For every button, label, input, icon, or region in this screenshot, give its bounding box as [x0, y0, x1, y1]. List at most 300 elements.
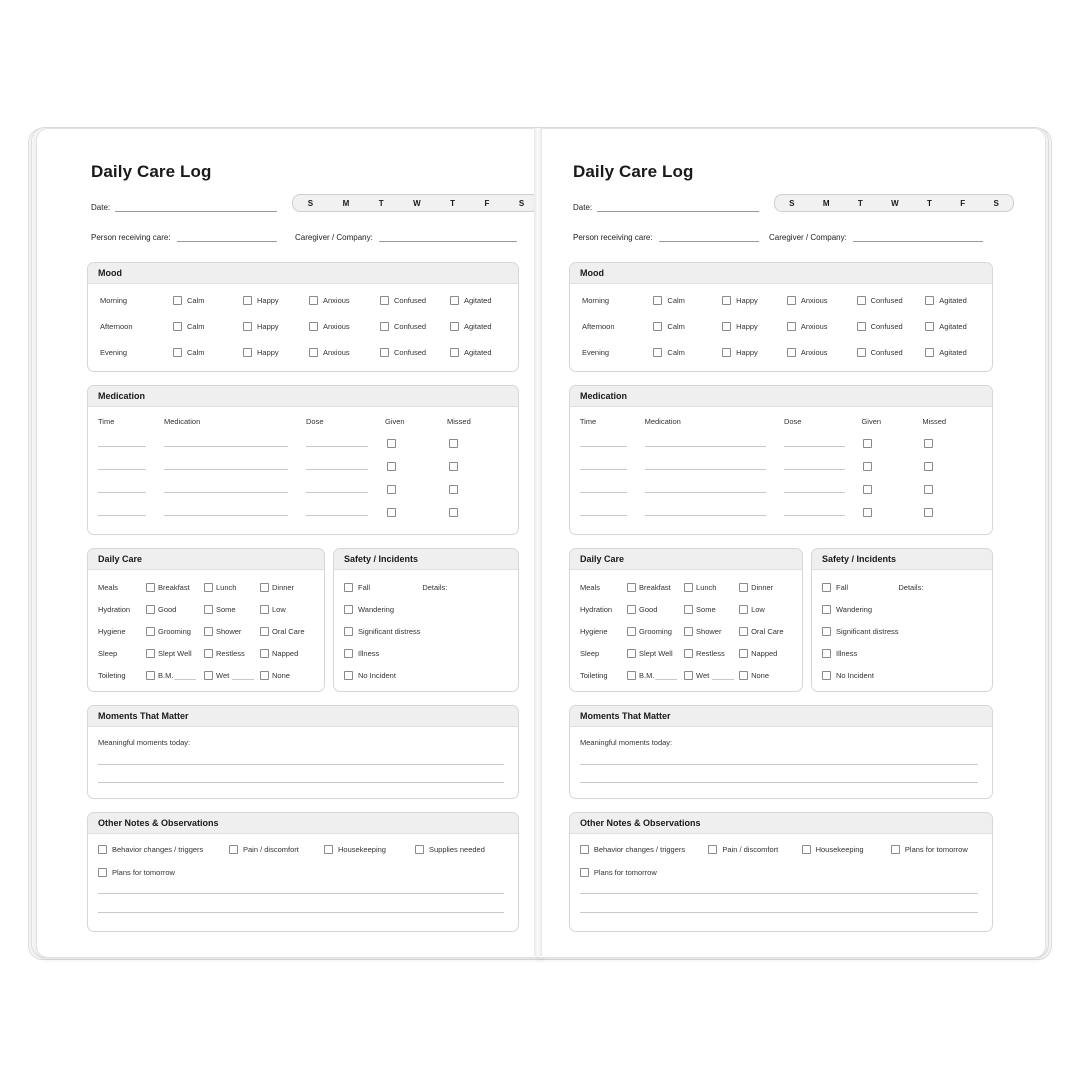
weekday-2[interactable]: T [378, 198, 384, 208]
mood-option-label: Confused [870, 296, 903, 305]
wet-fill-line[interactable] [712, 679, 734, 680]
mood-option-label: Happy [736, 322, 758, 331]
medication-entry-line[interactable] [164, 492, 288, 493]
date-field[interactable] [115, 211, 277, 212]
mood-option-label: Agitated [464, 296, 492, 305]
daily-care-checkbox[interactable] [260, 583, 269, 592]
mood-option-label: Calm [667, 296, 685, 305]
mood-option-label: Agitated [939, 348, 967, 357]
weekday-3[interactable]: W [413, 198, 421, 208]
daily-care-row-label: Meals [580, 583, 601, 592]
daily-care-option-label: Breakfast [158, 583, 190, 592]
person-label: Person receiving care: [573, 233, 653, 242]
daily-care-section [569, 548, 803, 692]
notes-option-label: Housekeeping [338, 845, 386, 854]
mood-option-label: Anxious [323, 348, 350, 357]
daily-care-option-label: Slept Well [639, 649, 673, 658]
missed-checkbox[interactable] [449, 439, 458, 448]
mood-option-label: Anxious [800, 348, 828, 357]
safety-details-label: Details: [422, 583, 448, 592]
missed-checkbox[interactable] [449, 508, 458, 517]
medication-entry-line[interactable] [98, 492, 146, 493]
daily-care-row-label: Hygiene [98, 627, 126, 636]
mood-option-label: Happy [736, 296, 758, 305]
given-checkbox[interactable] [863, 508, 872, 517]
left-page [36, 128, 544, 958]
mood-checkbox-agitated[interactable] [450, 322, 459, 331]
daily-care-option-label: Restless [216, 649, 245, 658]
daily-care-option-label: Restless [696, 649, 725, 658]
medication-column-time: Time [98, 417, 115, 426]
caregiver-label: Caregiver / Company: [295, 233, 373, 242]
notes-checkbox[interactable] [98, 845, 107, 854]
mood-option-label: Confused [394, 348, 427, 357]
mood-option-label: Calm [187, 348, 205, 357]
mood-checkbox-calm[interactable] [653, 296, 662, 305]
daily-care-checkbox[interactable] [627, 649, 636, 658]
daily-care-option-label: Slept Well [158, 649, 192, 658]
mood-option-label: Agitated [939, 296, 967, 305]
mood-checkbox-anxious[interactable] [787, 348, 796, 357]
daily-care-option-label: Lunch [216, 583, 237, 592]
mood-checkbox-agitated[interactable] [925, 322, 934, 331]
mood-option-label: Agitated [464, 348, 492, 357]
safety-header: Safety / Incidents [334, 549, 518, 570]
notes-option-label: Pain / discomfort [243, 845, 299, 854]
medication-column-given: Given [861, 417, 882, 426]
daily-care-row-label: Sleep [580, 649, 600, 658]
notes-line[interactable] [580, 893, 978, 894]
right-page [538, 128, 1046, 958]
daily-care-row-label: Meals [98, 583, 119, 592]
daily-care-option-label: Shower [216, 627, 242, 636]
mood-row-label: Afternoon [582, 322, 615, 331]
weekday-selector [292, 194, 540, 212]
safety-option-label: Fall [836, 583, 849, 592]
mood-row-label: Evening [582, 348, 610, 357]
medication-entry-line[interactable] [580, 492, 627, 493]
medication-column-medication: Medication [644, 417, 681, 426]
mood-checkbox-confused[interactable] [857, 322, 866, 331]
medication-entry-line[interactable] [164, 515, 288, 516]
medication-entry-line[interactable] [306, 446, 368, 447]
medication-entry-line[interactable] [645, 446, 767, 447]
safety-checkbox[interactable] [822, 583, 831, 592]
mood-option-label: Calm [667, 322, 685, 331]
daily-care-option-label: Napped [272, 649, 299, 658]
page-title: Daily Care Log [91, 162, 212, 181]
mood-option-label: Calm [667, 348, 685, 357]
missed-checkbox[interactable] [924, 462, 933, 471]
mood-checkbox-happy[interactable] [722, 322, 731, 331]
daily-care-checkbox[interactable] [146, 671, 155, 680]
medication-header: Medication [570, 386, 992, 407]
safety-option-label: Wandering [836, 605, 872, 614]
mood-checkbox-anxious[interactable] [309, 322, 318, 331]
medication-column-missed: Missed [447, 417, 471, 426]
safety-checkbox[interactable] [344, 605, 353, 614]
safety-section [333, 548, 519, 692]
mood-option-label: Calm [187, 322, 205, 331]
mood-checkbox-happy[interactable] [722, 348, 731, 357]
notes-checkbox[interactable] [891, 845, 900, 854]
notes-line[interactable] [98, 893, 504, 894]
medication-column-time: Time [579, 417, 597, 426]
medication-column-dose: Dose [306, 417, 324, 426]
mood-option-label: Confused [870, 322, 903, 331]
moments-line[interactable] [98, 782, 504, 783]
mood-checkbox-anxious[interactable] [787, 296, 796, 305]
daily-care-option-label: Dinner [751, 583, 774, 592]
notes-option-label: Housekeeping [815, 845, 864, 854]
person-label: Person receiving care: [91, 233, 171, 242]
given-checkbox[interactable] [863, 439, 872, 448]
mood-checkbox-calm[interactable] [173, 348, 182, 357]
medication-entry-line[interactable] [645, 469, 767, 470]
daily-care-checkbox[interactable] [627, 605, 636, 614]
notes-checkbox[interactable] [98, 868, 107, 877]
mood-row-label: Evening [100, 348, 128, 357]
medication-section [569, 385, 993, 535]
daily-care-row-label: Sleep [98, 649, 118, 658]
notes-option-label: Plans for tomorrow [112, 868, 175, 877]
daily-care-section [87, 548, 325, 692]
mood-checkbox-confused[interactable] [380, 322, 389, 331]
moments-section [87, 705, 519, 799]
weekday-0[interactable]: S [307, 198, 314, 208]
moments-section [569, 705, 993, 799]
mood-checkbox-calm[interactable] [173, 322, 182, 331]
notes-header: Other Notes & Observations [88, 813, 518, 834]
safety-option-label: Wandering [358, 605, 394, 614]
daily-care-checkbox[interactable] [684, 583, 693, 592]
safety-checkbox[interactable] [822, 649, 831, 658]
mood-checkbox-agitated[interactable] [450, 296, 459, 305]
notes-checkbox[interactable] [580, 868, 589, 877]
moments-line[interactable] [98, 764, 504, 765]
mood-option-label: Anxious [800, 296, 828, 305]
medication-entry-line[interactable] [580, 515, 627, 516]
daily-care-checkbox[interactable] [684, 671, 693, 680]
medication-entry-line[interactable] [580, 469, 627, 470]
safety-checkbox[interactable] [344, 671, 353, 680]
safety-section [811, 548, 993, 692]
daily-care-option-label: Good [158, 605, 177, 614]
notes-line[interactable] [580, 912, 978, 913]
weekday-5[interactable]: F [960, 198, 966, 208]
weekday-selector [774, 194, 1014, 212]
notes-checkbox[interactable] [580, 845, 589, 854]
notes-section [569, 812, 993, 932]
medication-entry-line[interactable] [98, 446, 146, 447]
notes-option-label: Behavior changes / triggers [593, 845, 686, 854]
medication-column-missed: Missed [922, 417, 947, 426]
daily-care-row-label: Toileting [98, 671, 126, 680]
caregiver-field[interactable] [853, 241, 983, 242]
safety-option-label: Fall [358, 583, 371, 592]
mood-checkbox-agitated[interactable] [450, 348, 459, 357]
safety-checkbox[interactable] [344, 627, 353, 636]
notes-option-label: Pain / discomfort [722, 845, 779, 854]
daily-care-row-label: Toileting [580, 671, 608, 680]
mood-option-label: Confused [870, 348, 903, 357]
daily-care-checkbox[interactable] [204, 671, 213, 680]
safety-option-label: Significant distress [836, 627, 899, 636]
mood-checkbox-happy[interactable] [243, 322, 252, 331]
weekday-6[interactable]: S [993, 198, 999, 208]
medication-column-given: Given [385, 417, 405, 426]
daily-care-checkbox[interactable] [684, 627, 693, 636]
missed-checkbox[interactable] [924, 439, 933, 448]
daily-care-option-label: None [751, 671, 770, 680]
medication-entry-line[interactable] [580, 446, 627, 447]
mood-option-label: Confused [394, 322, 427, 331]
daily-care-checkbox[interactable] [260, 605, 269, 614]
notes-checkbox[interactable] [229, 845, 238, 854]
daily-care-option-label: Breakfast [639, 583, 671, 592]
daily-care-option-label: Shower [696, 627, 722, 636]
daily-care-checkbox[interactable] [684, 605, 693, 614]
daily-care-option-label: Low [751, 605, 765, 614]
moments-header: Moments That Matter [570, 706, 992, 727]
medication-entry-line[interactable] [784, 492, 845, 493]
mood-option-label: Anxious [800, 322, 828, 331]
mood-checkbox-calm[interactable] [653, 348, 662, 357]
mood-option-label: Calm [187, 296, 205, 305]
mood-row-label: Morning [100, 296, 128, 305]
given-checkbox[interactable] [387, 462, 396, 471]
safety-option-label: No Incident [836, 671, 874, 680]
weekday-1[interactable]: M [822, 198, 830, 208]
mood-option-label: Agitated [464, 322, 492, 331]
mood-checkbox-calm[interactable] [653, 322, 662, 331]
daily-care-row-label: Hygiene [580, 627, 608, 636]
page-title: Daily Care Log [573, 162, 694, 181]
medication-entry-line[interactable] [306, 492, 368, 493]
weekday-3[interactable]: W [891, 198, 899, 208]
weekday-0[interactable]: S [789, 198, 795, 208]
safety-checkbox[interactable] [822, 671, 831, 680]
mood-checkbox-calm[interactable] [173, 296, 182, 305]
wet-fill-line[interactable] [232, 679, 254, 680]
given-checkbox[interactable] [387, 485, 396, 494]
daily-care-checkbox[interactable] [204, 583, 213, 592]
daily-care-option-label: Grooming [639, 627, 672, 636]
mood-option-label: Happy [257, 296, 279, 305]
missed-checkbox[interactable] [924, 508, 933, 517]
mood-option-label: Anxious [323, 322, 350, 331]
given-checkbox[interactable] [387, 439, 396, 448]
medication-entry-line[interactable] [645, 515, 767, 516]
medication-column-dose: Dose [783, 417, 802, 426]
daily-care-option-label: Some [696, 605, 716, 614]
weekday-4[interactable]: T [450, 198, 456, 208]
weekday-4[interactable]: T [927, 198, 932, 208]
daily-care-checkbox[interactable] [260, 649, 269, 658]
missed-checkbox[interactable] [449, 462, 458, 471]
given-checkbox[interactable] [387, 508, 396, 517]
medication-header: Medication [88, 386, 518, 407]
mood-option-label: Confused [394, 296, 427, 305]
notes-option-label: Plans for tomorrow [904, 845, 968, 854]
notes-option-label: Behavior changes / triggers [112, 845, 204, 854]
safety-checkbox[interactable] [822, 605, 831, 614]
daily-care-checkbox[interactable] [739, 583, 748, 592]
mood-header: Mood [570, 263, 992, 284]
safety-checkbox[interactable] [344, 583, 353, 592]
notes-checkbox[interactable] [324, 845, 333, 854]
mood-checkbox-anxious[interactable] [309, 296, 318, 305]
medication-entry-line[interactable] [784, 446, 845, 447]
notes-checkbox[interactable] [415, 845, 424, 854]
bm-fill-line[interactable] [174, 679, 196, 680]
daily-care-checkbox[interactable] [260, 671, 269, 680]
person-field[interactable] [177, 241, 277, 242]
daily-care-option-label: Dinner [272, 583, 295, 592]
daily-care-checkbox[interactable] [204, 605, 213, 614]
missed-checkbox[interactable] [449, 485, 458, 494]
mood-checkbox-confused[interactable] [380, 348, 389, 357]
notes-option-label: Supplies needed [429, 845, 485, 854]
medication-entry-line[interactable] [645, 492, 767, 493]
given-checkbox[interactable] [863, 462, 872, 471]
daily-care-checkbox[interactable] [146, 605, 155, 614]
weekday-1[interactable]: M [342, 198, 350, 208]
safety-header: Safety / Incidents [812, 549, 992, 570]
safety-checkbox[interactable] [344, 649, 353, 658]
daily-care-option-label: Grooming [158, 627, 191, 636]
daily-care-checkbox[interactable] [146, 649, 155, 658]
safety-checkbox[interactable] [822, 627, 831, 636]
mood-option-label: Agitated [939, 322, 967, 331]
daily-care-checkbox[interactable] [146, 627, 155, 636]
caregiver-field[interactable] [379, 241, 517, 242]
safety-option-label: Significant distress [358, 627, 421, 636]
daily-care-checkbox[interactable] [146, 583, 155, 592]
daily-care-option-label: None [272, 671, 290, 680]
mood-row-label: Morning [582, 296, 610, 305]
mood-option-label: Anxious [323, 296, 350, 305]
page-content [569, 129, 999, 957]
daily-care-option-label: Wet [696, 671, 710, 680]
medication-entry-line[interactable] [98, 469, 146, 470]
daily-care-checkbox[interactable] [739, 605, 748, 614]
mood-row-label: Afternoon [100, 322, 133, 331]
mood-section [87, 262, 519, 372]
bm-fill-line[interactable] [655, 679, 677, 680]
daily-care-option-label: Napped [751, 649, 778, 658]
notes-option-label: Plans for tomorrow [593, 868, 657, 877]
medication-entry-line[interactable] [98, 515, 146, 516]
daily-care-option-label: Some [216, 605, 236, 614]
mood-checkbox-anxious[interactable] [787, 322, 796, 331]
daily-care-option-label: Low [272, 605, 286, 614]
moments-line[interactable] [580, 764, 978, 765]
daily-care-header: Daily Care [88, 549, 324, 570]
daily-care-checkbox[interactable] [627, 583, 636, 592]
mood-checkbox-agitated[interactable] [925, 296, 934, 305]
medication-entry-line[interactable] [164, 446, 288, 447]
moments-line[interactable] [580, 782, 978, 783]
daily-care-checkbox[interactable] [204, 649, 213, 658]
mood-header: Mood [88, 263, 518, 284]
mood-section [569, 262, 993, 372]
mood-checkbox-confused[interactable] [380, 296, 389, 305]
mood-checkbox-anxious[interactable] [309, 348, 318, 357]
medication-section [87, 385, 519, 535]
daily-care-checkbox[interactable] [739, 649, 748, 658]
mood-checkbox-happy[interactable] [243, 296, 252, 305]
medication-entry-line[interactable] [784, 469, 845, 470]
mood-checkbox-agitated[interactable] [925, 348, 934, 357]
daily-care-option-label: Oral Care [272, 627, 305, 636]
weekday-2[interactable]: T [857, 198, 863, 208]
given-checkbox[interactable] [863, 485, 872, 494]
date-label: Date: [91, 203, 111, 212]
mood-checkbox-confused[interactable] [857, 296, 866, 305]
medication-column-medication: Medication [164, 417, 201, 426]
missed-checkbox[interactable] [924, 485, 933, 494]
daily-care-row-label: Hydration [98, 605, 131, 614]
daily-care-option-label: Wet [216, 671, 230, 680]
medication-entry-line[interactable] [164, 469, 288, 470]
notes-section [87, 812, 519, 932]
daily-care-checkbox[interactable] [627, 627, 636, 636]
safety-option-label: No Incident [358, 671, 396, 680]
mood-option-label: Happy [257, 348, 279, 357]
mood-option-label: Happy [257, 322, 279, 331]
person-field[interactable] [659, 241, 759, 242]
daily-care-header: Daily Care [570, 549, 802, 570]
safety-option-label: Illness [358, 649, 380, 658]
weekday-5[interactable]: F [484, 198, 490, 208]
safety-option-label: Illness [836, 649, 858, 658]
daily-care-option-label: B.M. [158, 671, 174, 680]
book-spine [534, 128, 542, 956]
mood-option-label: Happy [736, 348, 758, 357]
date-label: Date: [573, 203, 593, 212]
moments-prompt: Meaningful moments today: [580, 738, 673, 747]
mood-checkbox-happy[interactable] [243, 348, 252, 357]
notes-checkbox[interactable] [802, 845, 811, 854]
daily-care-checkbox[interactable] [260, 627, 269, 636]
medication-entry-line[interactable] [306, 469, 368, 470]
mood-checkbox-confused[interactable] [857, 348, 866, 357]
daily-care-row-label: Hydration [580, 605, 613, 614]
notes-line[interactable] [98, 912, 504, 913]
daily-care-option-label: B.M. [639, 671, 655, 680]
caregiver-label: Caregiver / Company: [769, 233, 847, 242]
date-field[interactable] [597, 211, 759, 212]
daily-care-checkbox[interactable] [684, 649, 693, 658]
weekday-6[interactable]: S [518, 198, 525, 208]
moments-header: Moments That Matter [88, 706, 518, 727]
mood-checkbox-happy[interactable] [722, 296, 731, 305]
notes-checkbox[interactable] [708, 845, 717, 854]
moments-prompt: Meaningful moments today: [98, 738, 191, 747]
notes-header: Other Notes & Observations [570, 813, 992, 834]
daily-care-checkbox[interactable] [739, 627, 748, 636]
daily-care-option-label: Oral Care [751, 627, 784, 636]
daily-care-checkbox[interactable] [627, 671, 636, 680]
daily-care-checkbox[interactable] [739, 671, 748, 680]
medication-entry-line[interactable] [306, 515, 368, 516]
daily-care-option-label: Good [639, 605, 658, 614]
safety-details-label: Details: [898, 583, 924, 592]
daily-care-checkbox[interactable] [204, 627, 213, 636]
daily-care-option-label: Lunch [696, 583, 717, 592]
medication-entry-line[interactable] [784, 515, 845, 516]
